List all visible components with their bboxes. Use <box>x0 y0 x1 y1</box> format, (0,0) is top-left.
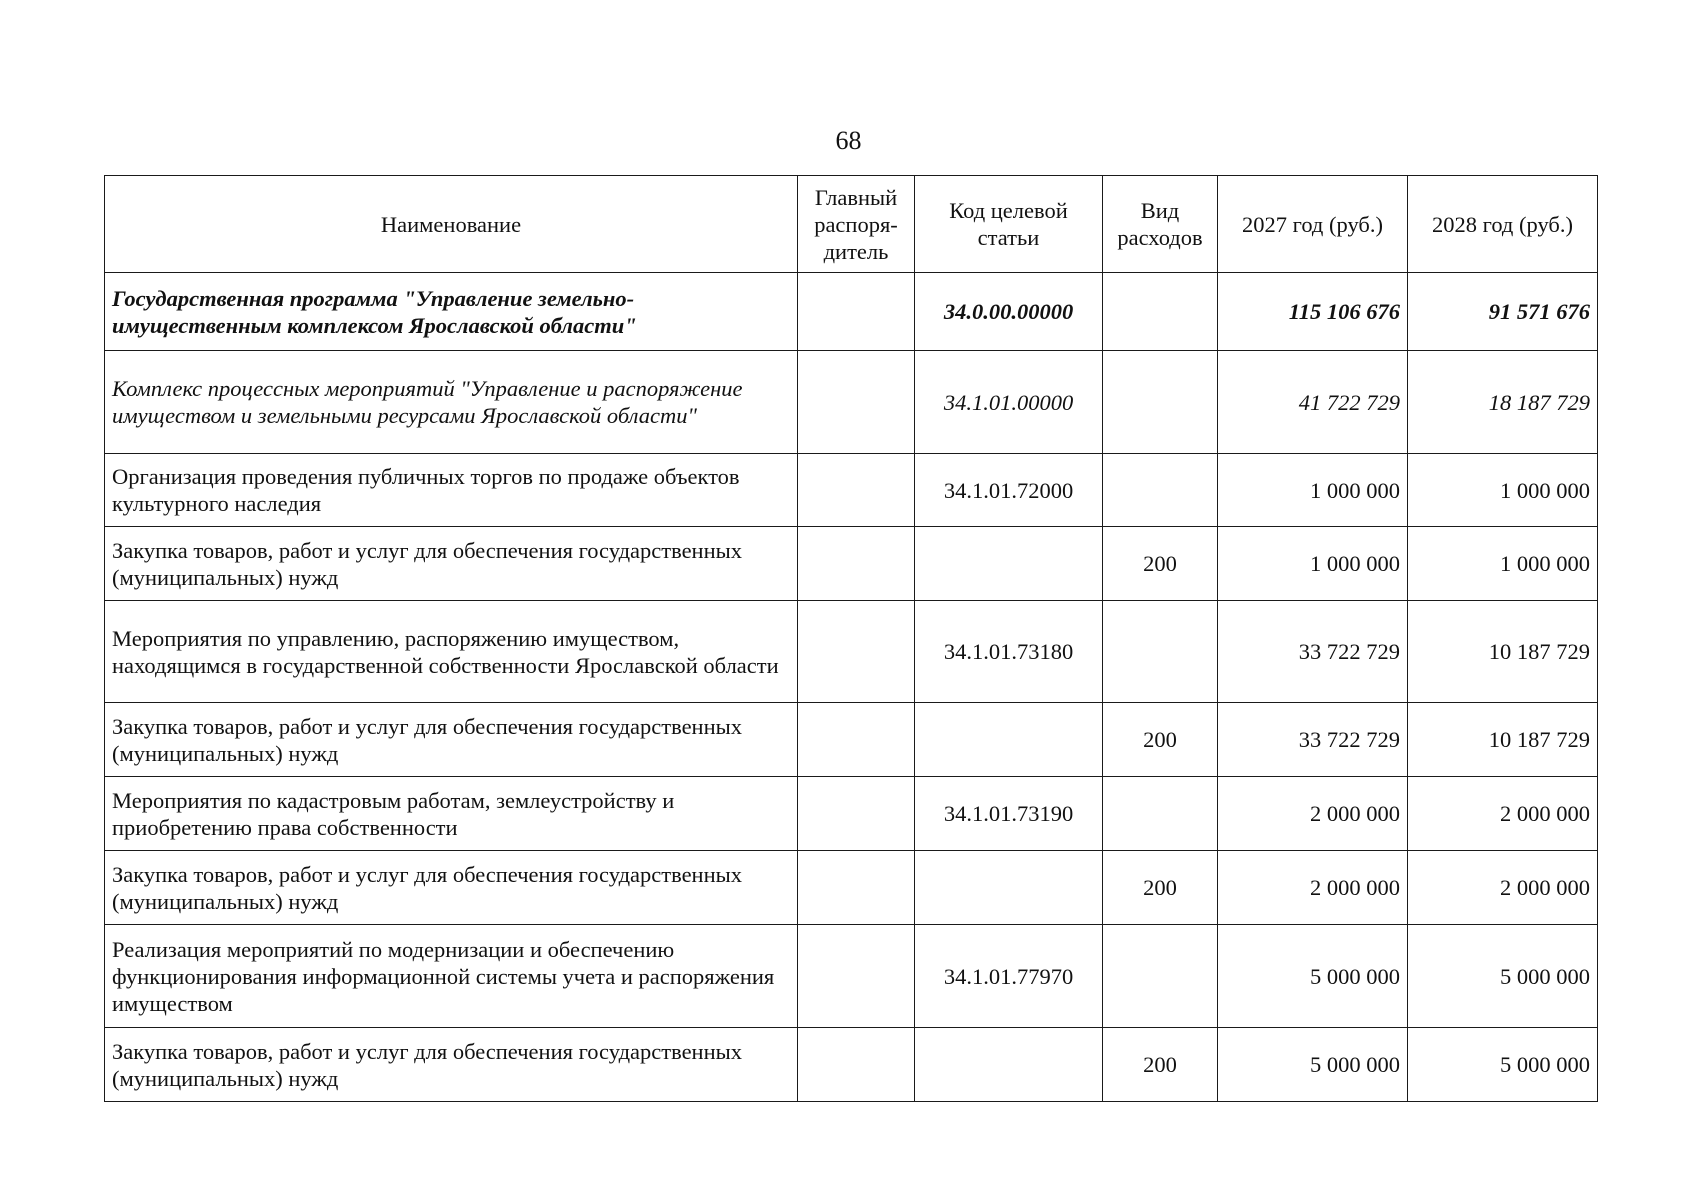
cell-year-2027: 2 000 000 <box>1218 777 1408 851</box>
cell-year-2027: 33 722 729 <box>1218 601 1408 703</box>
cell-expense-type: 200 <box>1103 703 1218 777</box>
cell-target-code: 34.1.01.72000 <box>915 454 1103 527</box>
cell-target-code: 34.0.00.00000 <box>915 273 1103 351</box>
cell-name: Закупка товаров, работ и услуг для обеспечения государственных (муниципальных) нужд <box>105 527 798 601</box>
table-row <box>105 703 1598 777</box>
table-row <box>105 454 1598 527</box>
cell-expense-type: 200 <box>1103 1028 1218 1102</box>
cell-target-code: 34.1.01.73190 <box>915 777 1103 851</box>
cell-target-code: 34.1.01.73180 <box>915 601 1103 703</box>
header-target-code: Код целевой статьи <box>915 176 1103 273</box>
header-year-2027: 2027 год (руб.) <box>1218 176 1408 273</box>
cell-year-2027: 1 000 000 <box>1218 527 1408 601</box>
table-row-complex <box>105 351 1598 454</box>
header-year-2028: 2028 год (руб.) <box>1408 176 1598 273</box>
cell-target-code: 34.1.01.00000 <box>915 351 1103 454</box>
cell-name: Закупка товаров, работ и услуг для обеспечения государственных (муниципальных) нужд <box>105 703 798 777</box>
cell-expense-type <box>1103 273 1218 351</box>
cell-name: Закупка товаров, работ и услуг для обеспечения государственных (муниципальных) нужд <box>105 851 798 925</box>
table-row <box>105 527 1598 601</box>
cell-year-2028: 5 000 000 <box>1408 925 1598 1028</box>
cell-year-2028: 5 000 000 <box>1408 1028 1598 1102</box>
header-row <box>105 176 1598 273</box>
cell-expense-type <box>1103 351 1218 454</box>
cell-year-2028: 1 000 000 <box>1408 454 1598 527</box>
table-body <box>105 273 1598 1102</box>
cell-year-2027: 1 000 000 <box>1218 454 1408 527</box>
page-number: 68 <box>835 126 862 155</box>
cell-target-code <box>915 527 1103 601</box>
table-row <box>105 925 1598 1028</box>
cell-main-manager <box>798 273 915 351</box>
cell-year-2027: 5 000 000 <box>1218 1028 1408 1102</box>
cell-year-2028: 91 571 676 <box>1408 273 1598 351</box>
table-header <box>105 176 1598 273</box>
cell-year-2027: 33 722 729 <box>1218 703 1408 777</box>
budget-table <box>104 175 1598 1102</box>
cell-year-2028: 2 000 000 <box>1408 777 1598 851</box>
cell-main-manager <box>798 601 915 703</box>
cell-year-2027: 41 722 729 <box>1218 351 1408 454</box>
cell-expense-type <box>1103 454 1218 527</box>
cell-main-manager <box>798 925 915 1028</box>
cell-main-manager <box>798 777 915 851</box>
cell-year-2027: 5 000 000 <box>1218 925 1408 1028</box>
cell-year-2028: 18 187 729 <box>1408 351 1598 454</box>
cell-target-code <box>915 851 1103 925</box>
cell-main-manager <box>798 703 915 777</box>
cell-main-manager <box>798 1028 915 1102</box>
cell-name: Комплекс процессных мероприятий "Управление и распоряжение имуществом и земельными ресурсами Ярославской области" <box>105 351 798 454</box>
table-row <box>105 601 1598 703</box>
header-name: Наименование <box>105 176 798 273</box>
cell-target-code <box>915 1028 1103 1102</box>
table-row <box>105 851 1598 925</box>
cell-name: Закупка товаров, работ и услуг для обеспечения государственных (муниципальных) нужд <box>105 1028 798 1102</box>
cell-year-2028: 1 000 000 <box>1408 527 1598 601</box>
cell-main-manager <box>798 851 915 925</box>
cell-year-2028: 10 187 729 <box>1408 601 1598 703</box>
cell-main-manager <box>798 527 915 601</box>
cell-expense-type: 200 <box>1103 527 1218 601</box>
cell-target-code: 34.1.01.77970 <box>915 925 1103 1028</box>
cell-expense-type <box>1103 925 1218 1028</box>
cell-target-code <box>915 703 1103 777</box>
cell-expense-type <box>1103 777 1218 851</box>
cell-expense-type: 200 <box>1103 851 1218 925</box>
cell-expense-type <box>1103 601 1218 703</box>
cell-name: Мероприятия по кадастровым работам, землеустройству и приобретению права собственности <box>105 777 798 851</box>
table-row-program <box>105 273 1598 351</box>
cell-name: Государственная программа "Управление земельно-имущественным комплексом Ярославской области" <box>105 273 798 351</box>
cell-year-2028: 2 000 000 <box>1408 851 1598 925</box>
cell-year-2028: 10 187 729 <box>1408 703 1598 777</box>
cell-name: Организация проведения публичных торгов по продаже объектов культурного наследия <box>105 454 798 527</box>
cell-name: Реализация мероприятий по модернизации и обеспечению функционирования информационной системы учета и распоряжения имуществом <box>105 925 798 1028</box>
cell-year-2027: 2 000 000 <box>1218 851 1408 925</box>
cell-main-manager <box>798 454 915 527</box>
cell-name: Мероприятия по управлению, распоряжению имуществом, находящимся в государственной собственности Ярославской области <box>105 601 798 703</box>
cell-year-2027: 115 106 676 <box>1218 273 1408 351</box>
header-expense-type: Вид расходов <box>1103 176 1218 273</box>
table-row <box>105 777 1598 851</box>
header-main-manager: Главный распоря-дитель <box>798 176 915 273</box>
cell-main-manager <box>798 351 915 454</box>
table-row <box>105 1028 1598 1102</box>
